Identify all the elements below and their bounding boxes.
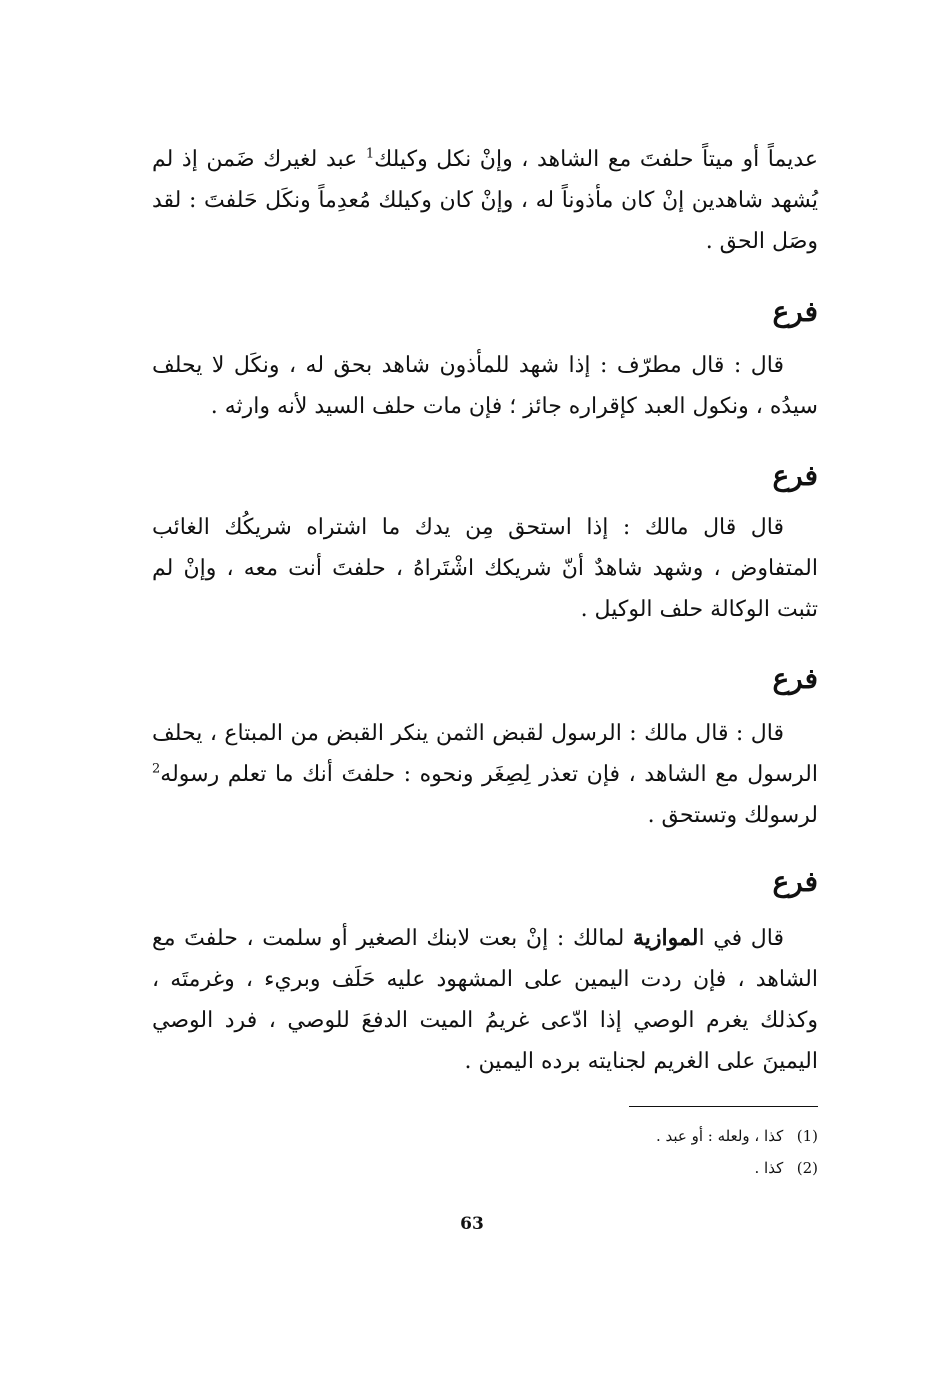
footnote-marker-2[interactable]: 2 (152, 761, 161, 777)
footnote-2 (755, 1158, 819, 1178)
paragraph-1 (152, 139, 818, 262)
footnote-1 (656, 1126, 818, 1146)
footnote-2-text: كذا . (754, 1159, 784, 1177)
paragraph-2: قال : قال مطرّف : إذا شهد للمأذون شاهد بحق له ، ونكَل لا يحلف سيدُه ، ونكول العبد كإقراره جائز ؛ فإن مات حلف السيد لأنه وارثه . (152, 353, 818, 419)
section-heading-1: فرع (772, 295, 818, 328)
footnote-2-number: (2) (796, 1159, 818, 1177)
paragraph-4-text-b: لرسولك وتستحق . (647, 803, 818, 828)
paragraph-5 (152, 918, 818, 1082)
page-number: 63 (460, 1214, 484, 1234)
footnote-1-text: كذا ، ولعله : أو عبد . (655, 1127, 784, 1145)
section-heading-2: فرع (772, 459, 818, 492)
paragraph-1-text-a: عديماً أو ميتاً حلفتَ مع الشاهد ، وإنْ نكل وكيلك (374, 147, 818, 172)
paragraph-1-text-b: عبد لغيرك ضَمن إذ لم يُشهد شاهدين إنْ كان مأذوناً له ، وإنْ كان وكيلك مُعدِماً ونكَل حَلفتَ : لقد وصَل الحق . (152, 147, 818, 254)
footnote-1-number: (1) (796, 1127, 818, 1145)
footnote-separator (629, 1106, 818, 1107)
paragraph-4-text-a: قال : قال مالك : الرسول لقبض الثمن ينكر القبض من المبتاع ، يحلف الرسول مع الشاهد ، فإن تعذر لِصِغَر ونحوه : حلفتَ أنك ما تعلم رسوله (152, 721, 818, 787)
paragraph-5-bold-term: لموازية (633, 925, 699, 951)
paragraph-3: قال قال مالك : إذا استحق مِن يدك ما اشتراه شريكُك الغائب المتفاوض ، وشهد شاهدٌ أنّ شريكك اشْتَراهُ ، حلفتَ أنت معه ، وإنْ لم تثبت الوكالة حلف الوكيل . (152, 515, 818, 622)
section-heading-3: فرع (772, 662, 818, 695)
footnote-marker-1[interactable]: 1 (365, 146, 375, 162)
section-heading-4: فرع (772, 865, 818, 898)
paragraph-5-text-a: قال في ا (698, 926, 785, 951)
paragraph-4 (152, 713, 818, 836)
paragraph-5-text-b: لمالك : إنْ بعت لابنك الصغير أو سلمت ، حلفتَ مع الشاهد ، فإن ردت اليمين على المشهود عليه حَلَف وبريء ، وغرمتَه ، وكذلك يغرم الوصي إذا ادّعى غريمُ الميت الدفعَ للوصي ، فرد الوصي اليمينَ على الغريم لجنايته برده اليمين . (152, 926, 818, 1074)
